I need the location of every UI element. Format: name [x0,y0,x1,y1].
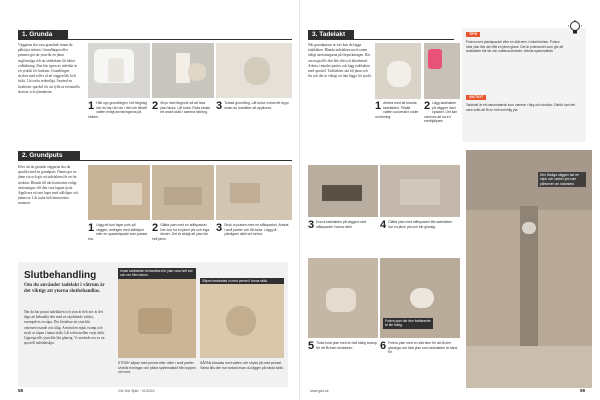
warning-text: Tadelakt är ett naturmaterial som varierar i färg och struktur. Därför kan det vara svårt att få en helt enhetlig yta. [466,103,576,112]
step-number: 3 [308,219,315,231]
step-number: 1 [88,222,95,234]
section2-body: Efter att du grundat väggarna ska du spackla med en grundputs. Denna ger en jämn yta och gör att tadelakten får en fin struktur. Blanda till rätt konsistens enligt anvisningar, vill den vara lagom tjock. Applicera ett tunt lager med stålsliper och jämna ut. Låt torka helt innan nästa moment. [18,165,79,206]
step-number: 1 [88,100,95,112]
big-photo-caption: Den färdiga väggen har en mjuk och vacker yta som påminner om natursten. [538,172,586,187]
section-rule [68,39,292,40]
step-number: 5 [308,340,315,352]
photo-step-1-1 [88,43,150,98]
photo-step-3-3 [308,165,378,217]
caption-small: Polera ytan när den fortfarande är lite fuktig. [383,318,433,329]
final-step-2: SÅPAN blandas med vatten och stryks på med pensel. Vänta tills den har torkat innan du lägger på nästa skikt. [200,361,284,370]
step-number: 6 [380,340,387,352]
photo-step-2-1 [88,165,150,220]
step-3-4 [380,220,458,230]
step-number: 2 [424,100,431,112]
step-3-5 [308,341,378,351]
step-text: Häll upp grundfärgen i ett färgtråg när du har rört om i det och tillsätt vatten enligt anvisningarna på hinken. [88,101,147,119]
step-text: Arbeta med att blanda tadelakten. Tillsätt vatten successivt under omrörning. [375,101,419,119]
section3-body: När grundputsen är torr kan du lägga tadelakten. Blanda tadelakten med vatten enligt anvisningarna på förpackningen. Rör om noga tills den blir slät och lättarbetad. Arbeta i mindre partier och lägg tadelakten med spackel. Tadelakten ska bli jämn och fin och det är viktigt att inte lägga för tjockt. [308,43,372,79]
tips-tag: TIPS [466,32,480,37]
photo-step-3-1 [375,43,421,99]
photo-step-1-2 [152,43,214,98]
step-number: 1 [375,100,382,112]
photo-step-3-5 [308,258,378,338]
page-number-right: 59 [580,388,586,393]
step-number: 2 [152,100,159,112]
tips-text: Polera med plastspackel eller en slät sten i cirkelrörelser. Polera hela ytan tills den fått en jämn glans. Det är polerandet som gör att tadelakten blir tät och vattenavvisande. Arbeta systematiskt. [466,40,564,53]
step-2-1 [88,223,148,241]
photo-step-1-3 [216,43,292,98]
final-title: Slutbehandling [24,270,97,281]
final-caption-2: Såpan bearbetas in med pensel i tunna skikt. [200,278,284,284]
step-text: Torkad grundfärg. Låt torka i minst ett dygn innan du fortsätter att applicera. [224,101,289,110]
step-number: 3 [216,222,223,234]
step-text: Lägg ett tunt lager puts på väggen, antingen med stålsliper eller en spackelspade som passar bra. [88,223,148,241]
step-text: Glätta ytan med stålspackel tills tadelakten har en jämn yta och blir glansig. [388,220,453,229]
photo-step-3-2 [424,43,460,99]
section-rule [80,160,292,161]
photo-step-2-3 [216,165,292,220]
final-body: När du har putsat tadelakten och ytan är helt torr är det dags att behandla den med en skyddande vätska, exempelvis en såpa. Det försäkrar att ytan blir vattenavvisande och tålig. Använd en mjuk svamp och stryk ut såpan i tunna skikt. Låt torka mellan varje skikt. Upprepa tills ytan blir lätt glansig. Vi använde oss av en speciell tadelaktsåpa. [24,310,106,346]
section-header-grundputs: 2. Grundputs [18,151,80,161]
step-number: 2 [152,222,159,234]
footer-right: www.gds.se [310,389,329,393]
step-2-2 [152,223,212,241]
step-3-3 [308,220,378,230]
right-page [300,0,600,400]
photo-final-2 [200,278,284,358]
step-1-3 [216,101,290,111]
footer-left: Gör Det Själv · 01/2024 [118,389,155,393]
step-text: Glätta ytan med en stålspackel. Den bör ha en jämn yta och inga ränder. Det är viktigt att ytan blir helt jämn. [152,223,210,241]
step-text: Stryk med färgrulle så att hela ytan täcks. Låt torka. Rolla sedan ett andra skikt i samma riktning. [160,101,211,115]
section-header-grunda: 1. Grunda [18,30,68,40]
photo-step-2-2 [152,165,214,220]
step-text: Polera ytan med en slät sten för att få den glansiga och täta ytan som tadelakten är känd för. [388,341,458,355]
step-text: Torka hela ytan med en lätt fuktig svamp för att få fram strukturen. [316,341,377,350]
step-2-3 [216,223,290,237]
photo-step-3-4 [380,165,460,217]
step-text: Lägg tadelakten på väggen med spackel. Det kan vara bra att ha en medhjälpare. [424,101,458,124]
step-text: Dra ut tadelakten på väggen med stålspackel i tunna skikt. [316,220,367,229]
section-header-tadelakt: 3. Tadelakt [308,30,354,40]
step-text: Stryk ut putsen med en stålspackel. Arbeta i små partier och låt torka. Lägg på ytterligare skikt vid behov. [224,223,289,237]
step-1-1 [88,101,148,119]
step-1-2 [152,101,212,115]
step-number: 3 [216,100,223,112]
step-number: 4 [380,219,387,231]
final-caption-1: Innan tadelakten behandlas bör ytan vara helt torr och ren från damm. [118,268,196,279]
photo-final-1 [118,268,196,358]
page-number-left: 58 [18,388,24,393]
lightbulb-icon [568,20,582,36]
section-rule [354,39,454,40]
step-3-6 [380,341,458,355]
warning-tag: VIKTIGT [466,95,486,100]
section1-body: Väggarna ska vara grundade innan du påbörjar arbetet. Grundfärgen eller primern gör att ytan får en jämn sugförmåga och att tadelakten får bättre vidhäftning. Den här typen av tadelakt är ett ytskikt för badrum. Grundfärgen strykes med roller så att väggen blir helt täckt. Låt torka ordentligt. Använd en kvalitativ spackel för att fylla ut eventuella skarvar och ojämnheter. [18,43,80,94]
step-3-1 [375,101,419,119]
final-subtitle: Om du använder tadelakt i våtrum är det viktigt att ytorna slutbehandlas. [24,283,105,295]
final-step-1: STRÖK såpan med pensel eller roller i små partier. Undvik rinningar och jobba systematiskt från toppen och ned. [118,361,196,375]
step-3-2 [424,101,460,124]
